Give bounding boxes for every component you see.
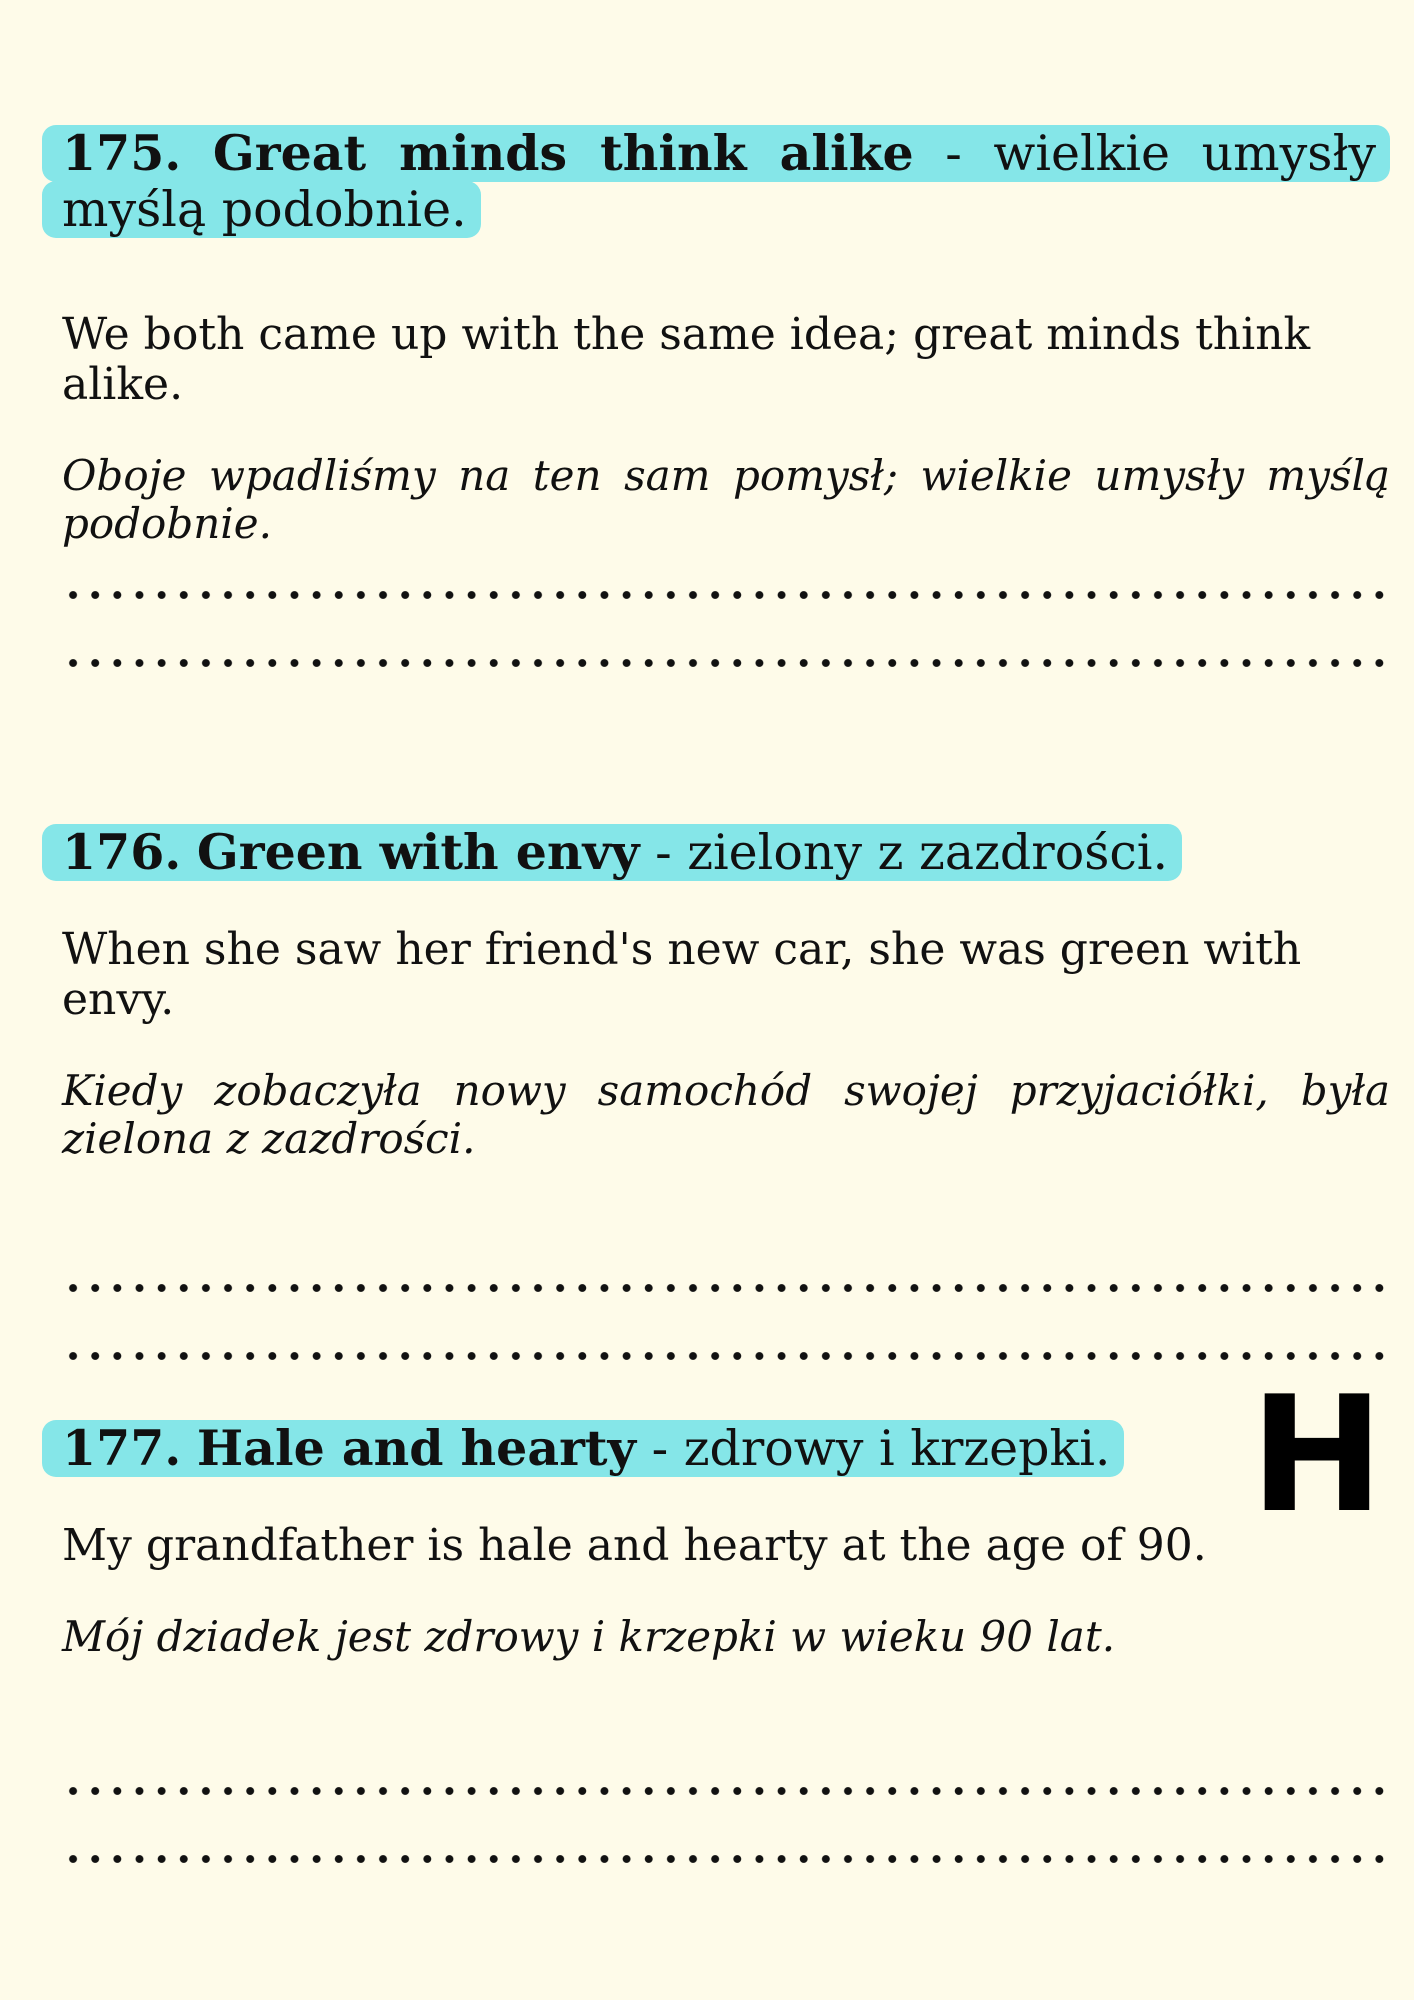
idiom-entry-176 — [62, 824, 1390, 1163]
answer-line — [62, 658, 1392, 668]
idiom-number: 176. — [62, 823, 182, 881]
idiom-number: 177. — [62, 1419, 182, 1477]
example-english: When she saw her friend's new car, she was green with envy. — [62, 924, 1302, 1025]
section-letter: H — [1250, 1361, 1384, 1548]
idiom-translation: - zdrowy i krzepki. — [651, 1420, 1111, 1477]
idiom-translation: - zielony z zazdrości. — [655, 824, 1169, 881]
idiom-phrase: Green with envy — [196, 823, 640, 881]
idiom-heading-highlight — [42, 125, 1390, 238]
idiom-heading — [62, 125, 1390, 238]
example-polish: Kiedy zobaczyła nowy samochód swojej przyjaciółki, była zielona z zazdrości. — [62, 1066, 1390, 1163]
idiom-entry-175 — [62, 125, 1390, 548]
answer-line — [62, 1854, 1392, 1864]
idiom-heading — [62, 1420, 1390, 1477]
answer-line — [62, 1786, 1392, 1796]
example-polish: Mój dziadek jest zdrowy i krzepki w wieku 90 lat. — [62, 1612, 1116, 1661]
idiom-heading-highlight — [42, 824, 1182, 881]
example-english: We both came up with the same idea; great minds think alike. — [62, 309, 1311, 410]
answer-line — [62, 1283, 1392, 1293]
answer-line — [62, 1351, 1392, 1361]
idiom-phrase: Great minds think alike — [212, 124, 914, 182]
idiom-heading — [62, 824, 1390, 881]
idiom-translation: - wielkie umysły myślą podobnie. — [62, 125, 1377, 238]
idiom-entry-177 — [62, 1420, 1390, 1661]
answer-line — [62, 590, 1392, 600]
idiom-phrase: Hale and hearty — [196, 1419, 636, 1477]
example-english: My grandfather is hale and hearty at the age of 90. — [62, 1520, 1207, 1571]
idiom-heading-highlight — [42, 1420, 1124, 1477]
example-polish: Oboje wpadliśmy na ten sam pomysł; wielkie umysły myślą podobnie. — [62, 451, 1390, 548]
idiom-number: 175. — [62, 124, 182, 182]
